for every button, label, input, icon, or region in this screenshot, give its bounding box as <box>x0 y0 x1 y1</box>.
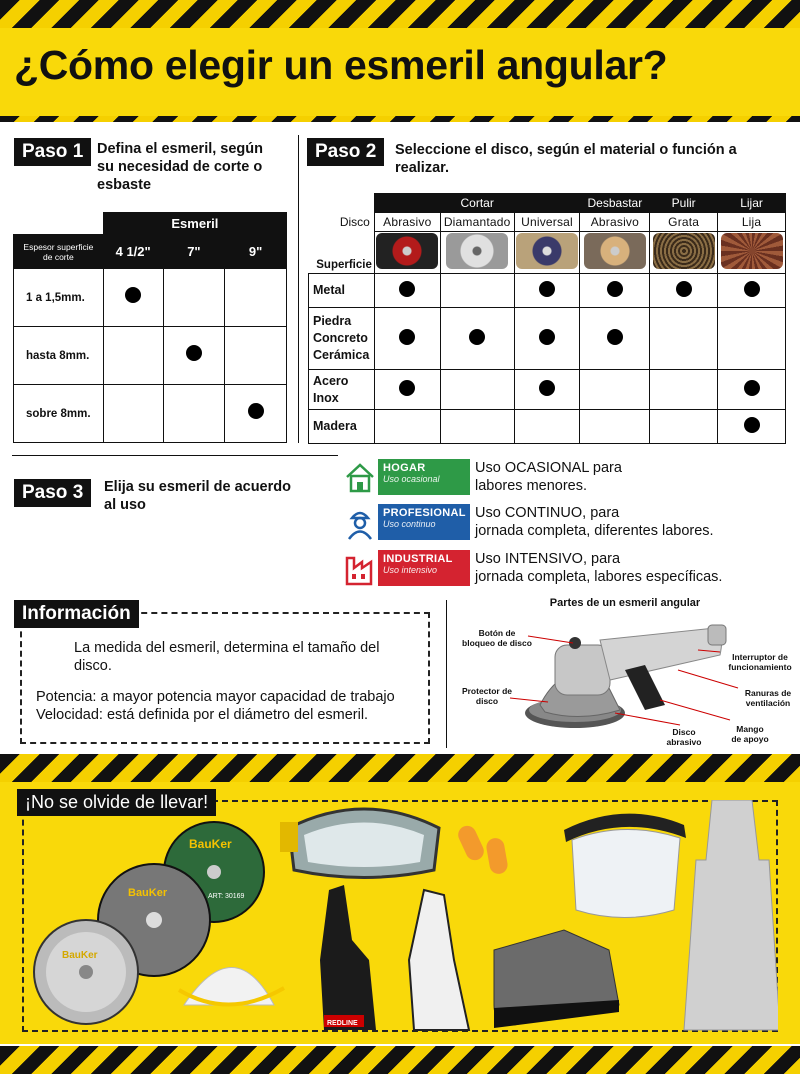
dot <box>399 329 415 345</box>
row-label: Piedra Concreto Cerámica <box>309 308 375 370</box>
dot <box>539 380 555 396</box>
usage-label: INDUSTRIAL Uso intensivo <box>378 550 470 586</box>
dot <box>125 287 141 303</box>
paso2-table: Cortar Desbastar Pulir Lijar Disco Abrasivo Diamantado Universal Abrasivo Grata Lija Superficie Metal Piedra Concreto Cerámica Acero Inox Madera <box>308 193 786 444</box>
usage-desc: Uso OCASIONAL para labores menores. <box>475 460 622 494</box>
disco-label: Disco <box>339 215 370 229</box>
table-row: hasta 8mm. <box>14 327 287 385</box>
paso2-text: Seleccione el disco, según el material o función a realizar. <box>395 142 737 176</box>
divider-vertical-2 <box>446 600 447 748</box>
disc-brand-text-2: BauKer <box>128 887 168 899</box>
universal-disc-icon <box>516 233 578 269</box>
dot <box>744 380 760 396</box>
disc-art-text: ART: 30169 <box>208 893 245 900</box>
paso1-table <box>13 212 287 443</box>
paso3-badge: Paso 3 <box>14 479 91 507</box>
dot <box>744 281 760 297</box>
col-7: 7" <box>163 235 225 269</box>
ppe-illustrations <box>24 800 778 1032</box>
safety-goggles-icon <box>280 809 439 878</box>
top-hazard-stripe <box>0 0 800 28</box>
dot <box>248 403 264 419</box>
row-label: Madera <box>309 410 375 444</box>
dot <box>539 329 555 345</box>
group-cortar: Cortar <box>374 194 580 213</box>
col-9: 9" <box>225 235 287 269</box>
parts-title: Partes de un esmeril angular <box>549 597 701 609</box>
info-text-1: La medida del esmeril, determina el tamaño del disco. <box>74 640 380 674</box>
dot <box>186 345 202 361</box>
usage-profesional <box>340 504 800 544</box>
usage-desc: Uso CONTINUO, para jornada completa, diferentes labores. <box>475 505 714 539</box>
paso1-badge: Paso 1 <box>14 138 91 166</box>
table-row <box>309 274 786 308</box>
dot <box>744 417 760 433</box>
title-band <box>0 28 800 116</box>
usage-label: HOGAR Uso ocasional <box>378 459 470 495</box>
dot <box>539 281 555 297</box>
part-label-guard: Protector de disco <box>461 686 513 706</box>
worker-icon <box>344 506 376 540</box>
safety-boots-icon <box>494 930 619 1028</box>
glove-brand-text: REDLINE <box>327 1020 358 1027</box>
usage-industrial <box>340 550 800 590</box>
diamond-disc-icon <box>446 233 508 269</box>
factory-icon <box>344 552 376 586</box>
dot <box>676 281 692 297</box>
dot <box>399 281 415 297</box>
info-text-2: Potencia: a mayor potencia mayor capacidad de trabajo Velocidad: está definida por el diámetro del esmeril. <box>36 689 395 723</box>
house-icon <box>344 461 376 495</box>
table-row: sobre 8mm. <box>14 385 287 443</box>
info-box <box>20 612 430 744</box>
group-pulir: Pulir <box>650 194 718 213</box>
table-row <box>309 410 786 444</box>
reminder-badge: ¡No se olvide de llevar! <box>17 789 216 816</box>
part-label-lock: Botón de bloqueo de disco <box>462 628 532 648</box>
divider-vertical <box>298 135 299 443</box>
ear-plugs-icon <box>455 823 509 875</box>
group-lijar: Lijar <box>718 194 786 213</box>
part-label-switch: Interruptor de funcionamiento <box>728 652 792 672</box>
paso3-text: Elija su esmeril de acuerdo al uso <box>104 479 291 513</box>
abrasive-disc-icon <box>376 233 438 269</box>
paso1-text: Defina el esmeril, según su necesidad de corte o esbaste <box>97 141 264 193</box>
divider-horizontal <box>12 455 338 456</box>
paso2-badge: Paso 2 <box>307 138 384 166</box>
col-4-5: 4 1/2" <box>103 235 163 269</box>
flap-disc-icon <box>721 233 783 269</box>
leather-apron-icon <box>684 800 778 1030</box>
usage-label: PROFESIONAL Uso continuo <box>378 504 470 540</box>
part-label-handle: Mango de apoyo <box>731 724 769 744</box>
title-bottom-stripe <box>0 116 800 122</box>
esmeril-header: Esmeril <box>103 213 286 235</box>
disc-brand-text: BauKer <box>189 837 232 851</box>
dot <box>469 329 485 345</box>
wire-brush-icon <box>653 233 715 269</box>
table-row: 1 a 1,5mm. <box>14 269 287 327</box>
usage-desc: Uso INTENSIVO, para jornada completa, labores específicas. <box>475 551 723 585</box>
superficie-label: Superficie <box>316 259 372 271</box>
work-gloves-icon <box>320 885 469 1030</box>
face-shield-icon <box>564 814 686 918</box>
row-label: Acero Inox <box>309 370 375 410</box>
bottom-hazard-stripe <box>0 1046 800 1074</box>
row-label: Metal <box>309 274 375 308</box>
part-label-vents: Ranuras de ventilación <box>744 688 792 708</box>
mid-hazard-stripe <box>0 754 800 782</box>
usage-hogar <box>340 459 800 499</box>
info-badge: Información <box>14 600 139 628</box>
table-row <box>309 308 786 370</box>
page-title: ¿Cómo elegir un esmeril angular? <box>14 42 668 88</box>
dot <box>607 281 623 297</box>
disc-brand-text-3: BauKer <box>62 950 98 961</box>
dot <box>399 380 415 396</box>
dust-mask-icon <box>179 968 284 1006</box>
table-row <box>309 370 786 410</box>
dot <box>607 329 623 345</box>
espesor-header: Espesor superficie de corte <box>14 235 104 269</box>
grinding-disc-icon <box>584 233 646 269</box>
part-label-disc: Disco abrasivo <box>666 727 702 747</box>
group-desbastar: Desbastar <box>580 194 650 213</box>
